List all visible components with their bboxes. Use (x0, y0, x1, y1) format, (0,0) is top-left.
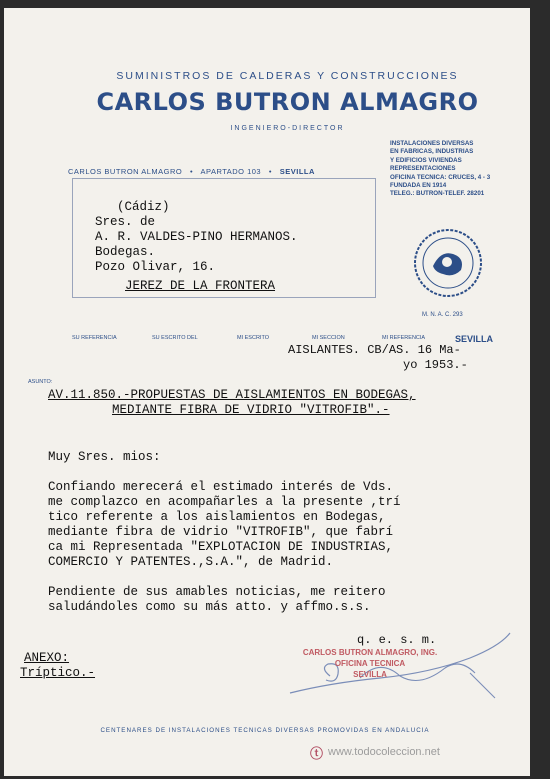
subject-line: MEDIANTE FIBRA DE VIDRIO "VITROFIB".- (112, 403, 390, 417)
recipient-line: (Cádiz) (117, 200, 170, 214)
paragraph-2: Pendiente de sus amables noticias, me reitero saludándoles como su más atto. y affmo.s.s. (48, 585, 386, 614)
company-name: CARLOS BUTRON ALMAGRO (96, 88, 479, 116)
info-line: OFICINA TECNICA: CRUCES, 4 - 3 (390, 173, 491, 181)
date-line: AISLANTES. CB/AS. 16 Ma- (288, 343, 461, 357)
stamp-line: SEVILLA (353, 670, 387, 679)
closing-qesm: q. e. s. m. (357, 633, 437, 647)
recipient-line: A. R. VALDES-PINO HERMANOS. (95, 230, 298, 244)
director-title: INGENIERO-DIRECTOR (230, 125, 345, 132)
recipient-city: JEREZ DE LA FRONTERA (125, 279, 276, 293)
address-box: APARTADO 103 (200, 167, 262, 176)
address-name: CARLOS BUTRON ALMAGRO (68, 167, 183, 176)
stamp-line: CARLOS BUTRON ALMAGRO, ING. (302, 648, 438, 657)
info-line: FUNDADA EN 1914 (390, 182, 447, 190)
info-line: REPRESENTACIONES (390, 165, 456, 173)
letterhead-address: CARLOS BUTRON ALMAGRO • APARTADO 103 • SEVILLA (68, 167, 315, 176)
annex-label: ANEXO: (24, 651, 70, 665)
letter-footer: CENTENARES DE INSTALACIONES TECNICAS DIVERSAS PROMOVIDAS EN ANDALUCIA (100, 727, 430, 734)
recipient-line: Pozo Olivar, 16. (95, 260, 216, 274)
watermark-text: www.todocoleccion.net (328, 746, 440, 758)
ref-label: SU ESCRITO DEL (152, 335, 198, 341)
letter-body (48, 450, 518, 630)
ref-label: MI REFERENCIA (382, 335, 426, 341)
info-line: INSTALACIONES DIVERSAS (390, 140, 474, 147)
ref-label: MI ESCRITO (237, 335, 269, 341)
mnac-number: M. N. A. C. 293 (422, 312, 463, 318)
info-line: EN FABRICAS, INDUSTRIAS (390, 148, 474, 156)
ref-label: MI SECCION (312, 335, 345, 341)
recipient-block (95, 200, 298, 294)
subject-label: ASUNTO: (28, 379, 53, 385)
recipient-line: Bodegas. (95, 245, 156, 259)
company-info (390, 140, 515, 199)
watermark-logo-icon: ⓣ (310, 746, 324, 761)
stamp-line: OFICINA TECNICA (334, 659, 406, 668)
seal-icon (413, 228, 483, 298)
office-stamp (300, 647, 440, 680)
reference-city: SEVILLA (455, 334, 494, 344)
ref-label: SU REFERENCIA (72, 335, 117, 341)
letterhead-tagline: SUMINISTROS DE CALDERAS Y CONSTRUCCIONES (116, 70, 459, 82)
subject-block (48, 388, 416, 418)
subject-line: AV.11.850.-PROPUESTAS DE AISLAMIENTOS EN BODEGAS, (48, 388, 416, 402)
annex-item: Tríptico.- (20, 666, 96, 680)
info-line: Y EDIFICIOS VIVIENDAS (390, 156, 462, 164)
recipient-line: Sres. de (95, 215, 156, 229)
date-line: yo 1953.- (403, 358, 468, 372)
address-city: SEVILLA (279, 167, 315, 176)
paragraph-1: Confiando merecerá el estimado interés de Vds. me complazco en acompañarles a la presente ,trí tico referente a los aislamientos en Bodegas, mediante fibra de vidrio "VITROFIB", que fabrí ca mi Representada "EXPLOTACION DE INDUSTRIAS, COMERCIO Y PATENTES.,S.A.", de Madrid. (48, 480, 401, 569)
annex-block (20, 651, 95, 681)
reference-date (288, 343, 468, 373)
greeting: Muy Sres. mios: (48, 450, 161, 464)
info-line: TELEG.: BUTRON-TELEF. 28201 (390, 190, 485, 198)
